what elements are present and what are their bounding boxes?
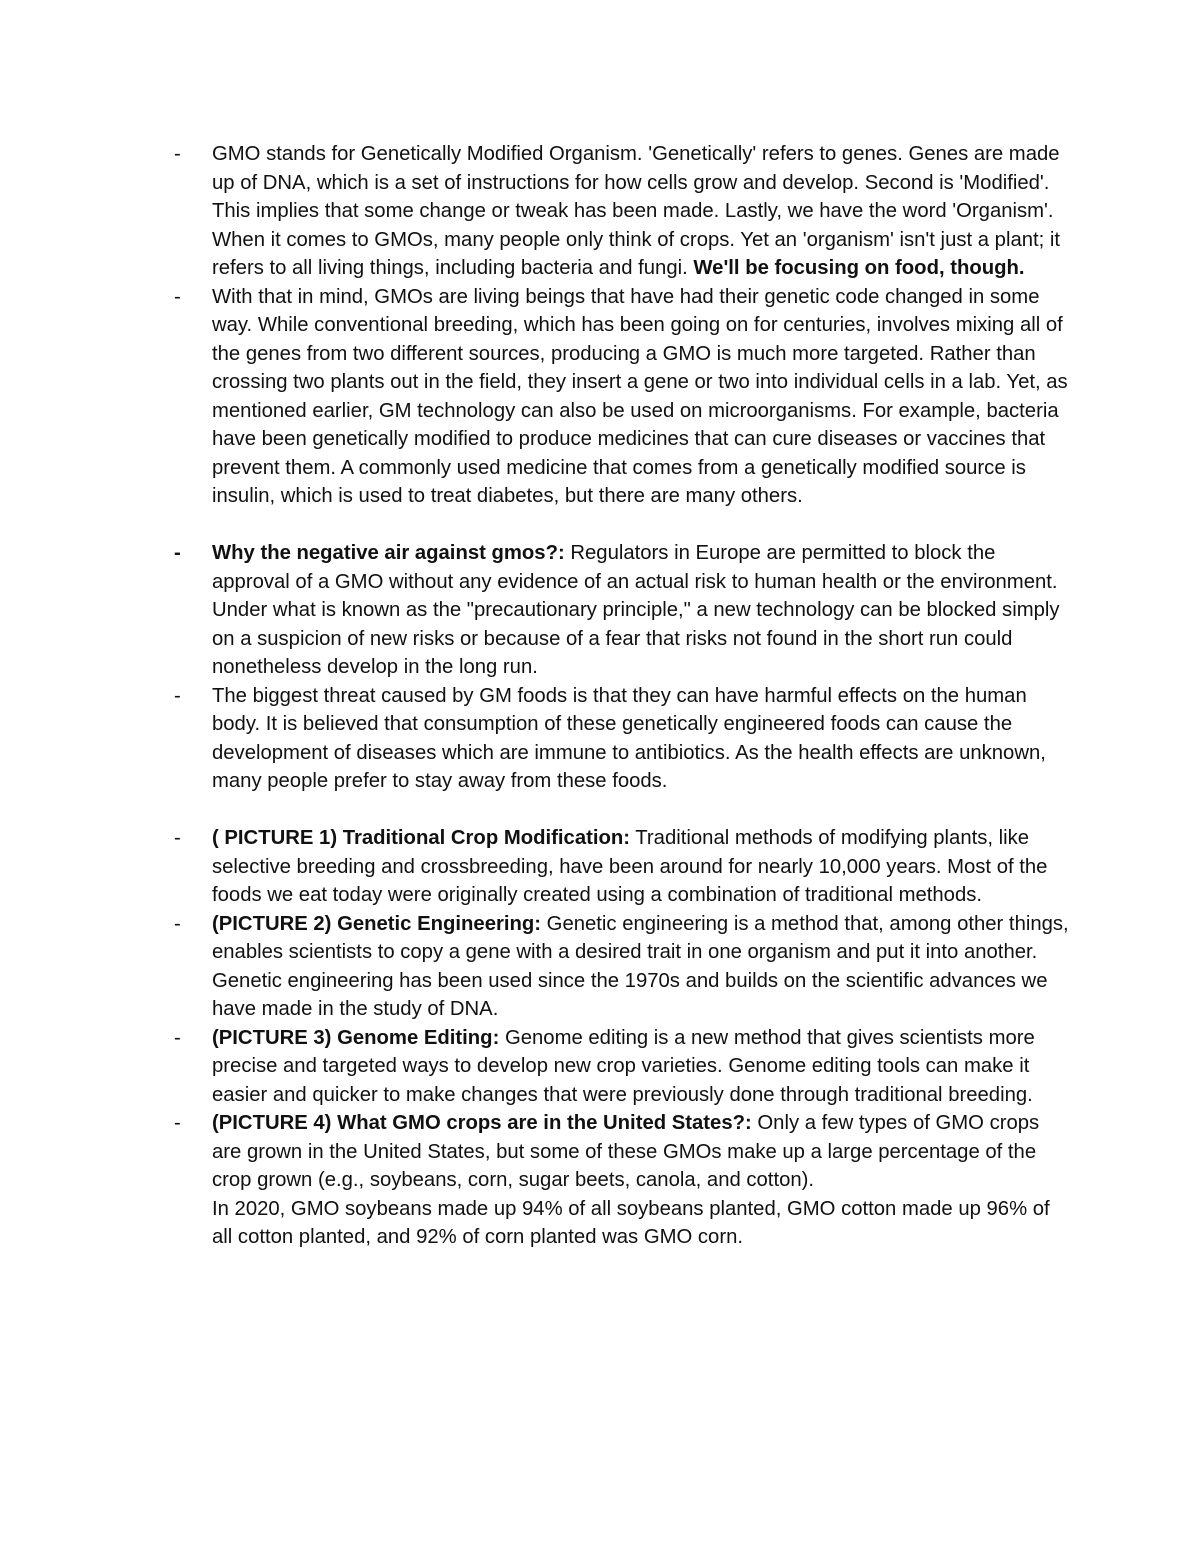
bullet-dash: - bbox=[174, 143, 181, 165]
bullet-text bbox=[212, 824, 1070, 910]
bullet-text bbox=[212, 140, 1070, 283]
bullet-list bbox=[170, 140, 1070, 1252]
bullet-heading: Why the negative air against gmos?: bbox=[212, 542, 565, 564]
bullet-body: Genome editing is a new method that gives scientists more precise and targeted ways to develop new crop varieties. Genome editing tools can make it easier and quicker to make changes that were previously done through traditional breeding. bbox=[212, 1026, 1035, 1106]
bullet-text bbox=[212, 1024, 1070, 1110]
bullet-dash: - bbox=[174, 684, 181, 707]
bullet-text bbox=[212, 1109, 1070, 1252]
list-item bbox=[170, 910, 1070, 1024]
bullet-body: Only a few types of GMO crops are grown in the United States, but some of these GMOs make up a large percentage of the crop grown (e.g., soybeans, corn, sugar beets, canola, and cotton). bbox=[212, 1112, 1040, 1191]
bullet-dash: - bbox=[174, 1026, 181, 1049]
bullet-dash: - bbox=[174, 542, 181, 564]
bullet-text bbox=[212, 910, 1070, 1024]
bullet-heading: (PICTURE 4) What GMO crops are in the United States?: bbox=[212, 1112, 752, 1134]
list-item bbox=[170, 682, 1070, 796]
list-item bbox=[170, 539, 1070, 682]
list-item bbox=[170, 283, 1070, 511]
bullet-text: The biggest threat caused by GM foods is that they can have harmful effects on the human body. It is believed that consumption of these genetically engineered foods can cause the development of diseases which are immune to antibiotics. As the health effects are unknown, many people prefer to stay away from these foods. bbox=[212, 684, 1046, 792]
list-item bbox=[170, 1024, 1070, 1110]
bullet-dash: - bbox=[174, 912, 181, 935]
bullet-dash: - bbox=[174, 1112, 181, 1134]
bullet-dash: - bbox=[174, 285, 181, 308]
bullet-text: With that in mind, GMOs are living beings that have had their genetic code changed in some way. While conventional breeding, which has been going on for centuries, involves mixing all of the genes from two different sources, producing a GMO is much more targeted. Rather than crossing two plants out in the field, they insert a gene or two into individual cells in a lab. Yet, as mentioned earlier, GM technology can also be used on microorganisms. For example, bacteria have been genetically modified to produce medicines that can cure diseases or vaccines that prevent them. A commonly used medicine that comes from a genetically modified source is insulin, which is used to treat diabetes, but there are many others. bbox=[212, 285, 1068, 507]
bullet-bold-note: We'll be focusing on food, though. bbox=[693, 257, 1025, 279]
bullet-body: Traditional methods of modifying plants, like selective breeding and crossbreeding, have been around for nearly 10,000 years. Most of the foods we eat today were originally created using a combination of traditional methods. bbox=[212, 827, 1048, 906]
bullet-heading: (PICTURE 2) Genetic Engineering: bbox=[212, 912, 542, 935]
bullet-dash: - bbox=[174, 827, 181, 849]
bullet-heading: (PICTURE 3) Genome Editing: bbox=[212, 1026, 500, 1049]
list-item bbox=[170, 140, 1070, 283]
bullet-body: Genetic engineering is a method that, among other things, enables scientists to copy a gene with a desired trait in one organism and put it into another. Genetic engineering has been used since the 1970s and builds on the scientific advances we have made in the study of DNA. bbox=[212, 912, 1069, 1020]
spacer bbox=[170, 796, 1070, 825]
bullet-body: Regulators in Europe are permitted to block the approval of a GMO without any evidence of an actual risk to human health or the environment. Under what is known as the "precautionary principle," a new technology can be blocked simply on a suspicion of new risks or because of a fear that risks not found in the short run could nonetheless develop in the long run. bbox=[212, 542, 1060, 678]
bullet-body: GMO stands for Genetically Modified Organism. 'Genetically' refers to genes. Genes are made up of DNA, which is a set of instructions for how cells grow and develop. Second is 'Modified'. This implies that some change or tweak has been made. Lastly, we have the word 'Organism'. When it comes to GMOs, many people only think of crops. Yet an 'organism' isn't just a plant; it refers to all living things, including bacteria and fungi. bbox=[212, 143, 1061, 279]
list-item bbox=[170, 1109, 1070, 1252]
spacer bbox=[170, 511, 1070, 540]
list-item bbox=[170, 824, 1070, 910]
bullet-heading: ( PICTURE 1) Traditional Crop Modification: bbox=[212, 827, 631, 849]
bullet-continuation: In 2020, GMO soybeans made up 94% of all soybeans planted, GMO cotton made up 96% of all cotton planted, and 92% of corn planted was GMO corn. bbox=[212, 1197, 1050, 1248]
bullet-text bbox=[212, 539, 1070, 682]
